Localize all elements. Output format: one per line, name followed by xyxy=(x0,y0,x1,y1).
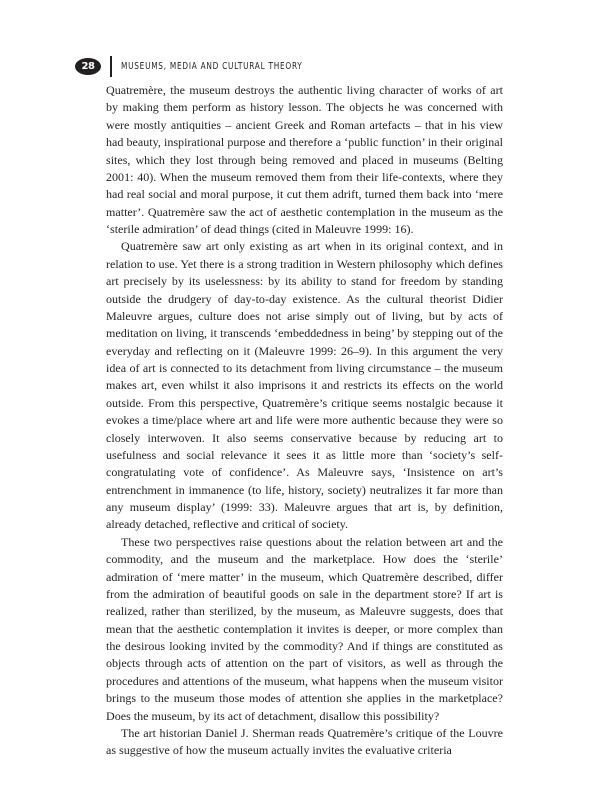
page-number: 28 xyxy=(75,58,101,75)
header-divider xyxy=(110,56,112,77)
paragraph: The art historian Daniel J. Sherman reads Quatremère’s critique of the Louvre as suggestive of how the museum actually invites the evaluative criteria xyxy=(106,725,503,758)
running-head xyxy=(75,55,342,77)
running-title: MUSEUMS, MEDIA AND CULTURAL THEORY xyxy=(121,60,303,72)
body-text xyxy=(106,82,503,760)
paragraph: Quatremère saw art only existing as art when in its original context, and in relation to use. Yet there is a strong tradition in Western philosophy which defines art precisely by its uselessness: by its ability to stand for freedom by standing outside the drudgery of day-to-day existence. As the cultural theorist Didier Maleuvre argues, culture does not arise simply out of living, but by acts of meditation on living, it transcends ‘embeddedness in being’ by stepping out of the everyday and reflecting on it (Maleuvre 1999: 26–9). In this argument the very idea of art is connected to its detachment from living circumstance – the museum makes art, even whilst it also imprisons it and restricts its effects on the world outside. From this perspective, Quatremère’s critique seems nostalgic because it evokes a time/place where art and life were more authentic because they were so closely interwoven. It also seems conservative because by reducing art to usefulness and social relevance it sees it as little more than ‘society’s self-congratulating vote of confidence’. As Maleuvre says, ‘Insistence on art’s entrenchment in immanence (to life, history, society) neutralizes it far more than any museum display’ (1999: 33). Maleuvre argues that art is, by definition, already detached, reflective and critical of society. xyxy=(106,239,503,532)
paragraph: These two perspectives raise questions about the relation between art and the commodity, and the museum and the marketplace. How does the ‘sterile’ admiration of ‘mere matter’ in the museum, which Quatremère described, differ from the admiration of beautiful goods on sale in the department store? If art is realized, rather than sterilized, by the museum, as Maleuvre suggests, does that mean that the aesthetic contemplation it invites is deeper, or more complex than the desirous looking invited by the commodity? And if things are constituted as objects through acts of attention on the part of visitors, as well as through the procedures and attentions of the museum, what happens when the museum visitor brings to the museum those modes of attention she applies in the marketplace? Does the museum, by its act of detachment, disallow this possibility? xyxy=(106,534,503,723)
paragraph: Quatremère, the museum destroys the authentic living character of works of art by making them perform as history lesson. The objects he was concerned with were mostly antiquities – ancient Greek and Roman artefacts – that in his view had beauty, inspirational purpose and therefore a ‘public function’ in their original sites, which they lost through being removed and placed in museums (Belting 2001: 40). When the museum removed them from their life-contexts, where they had real social and moral purpose, it cut them adrift, turned them back into ‘mere matter’. Quatremère saw the act of aesthetic contemplation in the museum as the ‘sterile admiration’ of dead things (cited in Maleuvre 1999: 16). xyxy=(106,83,503,236)
